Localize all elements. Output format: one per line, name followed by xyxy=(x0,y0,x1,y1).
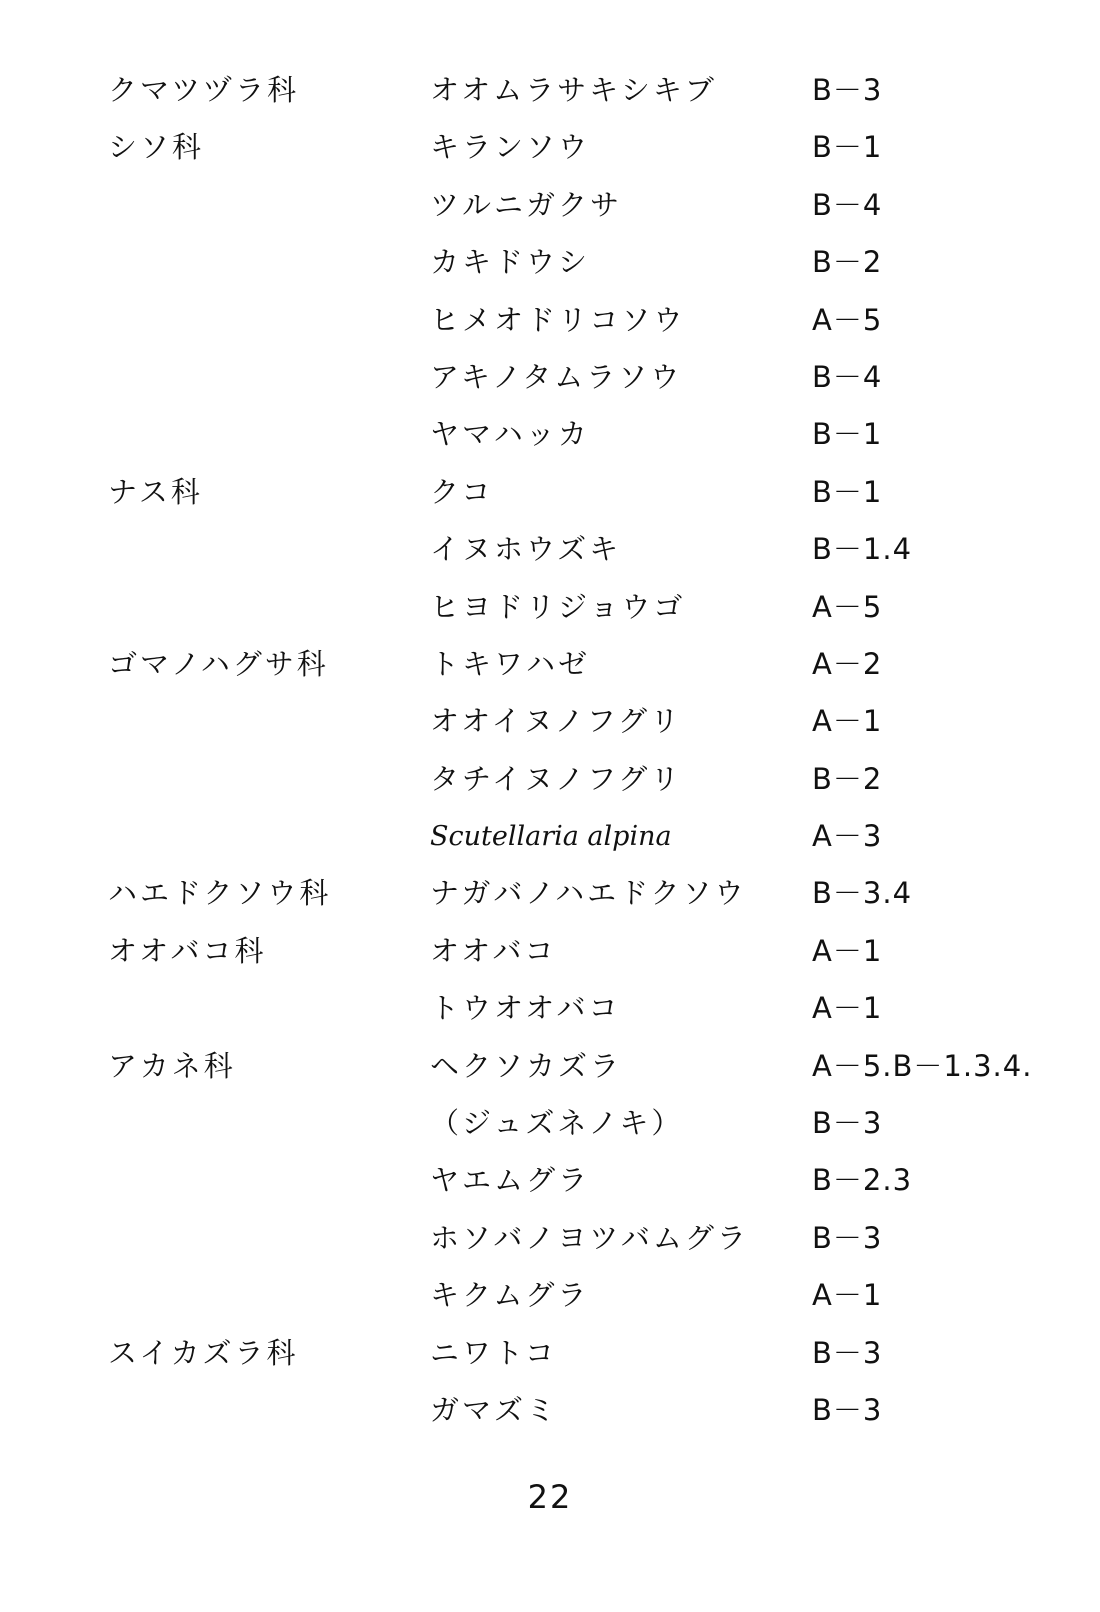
species-name: Scutellaria alpina xyxy=(430,821,672,853)
family-name: ゴマノハグサ科 xyxy=(108,646,329,681)
species-name: トキワハゼ xyxy=(430,646,591,681)
species-name: イヌホウズキ xyxy=(430,532,622,567)
species-name: キランソウ xyxy=(430,130,591,165)
table-row xyxy=(0,349,1100,406)
table-row xyxy=(0,292,1100,349)
distribution-code: B－2 xyxy=(812,761,883,796)
species-name: キクムグラ xyxy=(430,1278,590,1313)
distribution-code: B－3 xyxy=(812,1220,883,1255)
species-name: カキドウシ xyxy=(430,245,591,280)
table-row xyxy=(0,1152,1100,1209)
table-row xyxy=(0,62,1100,119)
species-name: ニワトコ xyxy=(430,1335,557,1370)
family-name: シソ科 xyxy=(108,130,205,165)
distribution-code: A－5 xyxy=(812,302,883,337)
page-number: 22 xyxy=(527,1478,573,1516)
distribution-code: B－3.4 xyxy=(812,876,913,911)
table-row xyxy=(0,808,1100,865)
family-name: ナス科 xyxy=(108,474,203,509)
distribution-code: B－3 xyxy=(812,1392,883,1427)
table-row xyxy=(0,1095,1100,1152)
table-row xyxy=(0,579,1100,636)
distribution-code: B－1.4 xyxy=(812,532,913,567)
table-row xyxy=(0,119,1100,176)
table-row xyxy=(0,865,1100,922)
species-table xyxy=(0,62,1100,1439)
distribution-code: A－1 xyxy=(812,933,883,968)
distribution-code: B－3 xyxy=(812,1106,883,1141)
distribution-code: B－1 xyxy=(812,417,883,452)
table-row xyxy=(0,1210,1100,1267)
species-name: オオバコ xyxy=(430,933,557,968)
distribution-code: B－1 xyxy=(812,474,883,509)
distribution-code: A－1 xyxy=(812,704,883,739)
table-row xyxy=(0,1267,1100,1324)
table-row xyxy=(0,923,1100,980)
distribution-code: B－1 xyxy=(812,130,883,165)
distribution-code: A－1 xyxy=(812,991,883,1026)
distribution-code: B－3 xyxy=(812,73,883,107)
table-row xyxy=(0,751,1100,808)
family-name: スイカズラ科 xyxy=(108,1335,299,1370)
family-name: オオバコ科 xyxy=(108,933,267,968)
species-name: ナガバノハエドクソウ xyxy=(430,876,747,911)
distribution-code: A－5.B－1.3.4. xyxy=(812,1048,1033,1083)
table-row xyxy=(0,1382,1100,1439)
distribution-code: B－2.3 xyxy=(812,1163,913,1198)
species-name: ヒメオドリコソウ xyxy=(430,302,686,337)
distribution-code: A－2 xyxy=(812,646,883,681)
table-row xyxy=(0,177,1100,234)
table-row xyxy=(0,1325,1100,1382)
family-name: アカネ科 xyxy=(108,1048,236,1083)
distribution-code: A－1 xyxy=(812,1278,883,1313)
species-name: ヘクソカズラ xyxy=(430,1048,623,1083)
species-name: ヒヨドリジョウゴ xyxy=(430,589,686,624)
species-name: オオイヌノフグリ xyxy=(430,704,682,739)
family-name: ハエドクソウ科 xyxy=(108,876,332,911)
distribution-code: B－3 xyxy=(812,1335,883,1370)
species-name: ガマズミ xyxy=(430,1392,559,1427)
table-row xyxy=(0,234,1100,291)
distribution-code: A－3 xyxy=(812,819,883,854)
species-name: ヤエムグラ xyxy=(430,1163,591,1198)
table-row xyxy=(0,980,1100,1037)
table-row xyxy=(0,464,1100,521)
species-name: ヤマハッカ xyxy=(430,417,590,452)
distribution-code: B－4 xyxy=(812,359,883,394)
species-name: タチイヌノフグリ xyxy=(430,761,683,796)
species-name: （ジュズネノキ） xyxy=(430,1106,684,1141)
distribution-code: A－5 xyxy=(812,589,883,624)
species-name: トウオオバコ xyxy=(430,991,621,1026)
distribution-code: B－4 xyxy=(812,187,883,222)
species-name: クコ xyxy=(430,474,494,509)
species-name: ツルニガクサ xyxy=(430,187,623,222)
distribution-code: B－2 xyxy=(812,245,883,280)
table-row xyxy=(0,636,1100,693)
table-row xyxy=(0,693,1100,750)
species-name: ホソバノヨツバムグラ xyxy=(430,1220,749,1255)
table-row xyxy=(0,406,1100,463)
family-name: クマツヅラ科 xyxy=(108,73,300,107)
species-name: アキノタムラソウ xyxy=(430,359,683,394)
species-name: オオムラサキシキブ xyxy=(430,73,717,107)
table-row xyxy=(0,521,1100,578)
table-row xyxy=(0,1038,1100,1095)
